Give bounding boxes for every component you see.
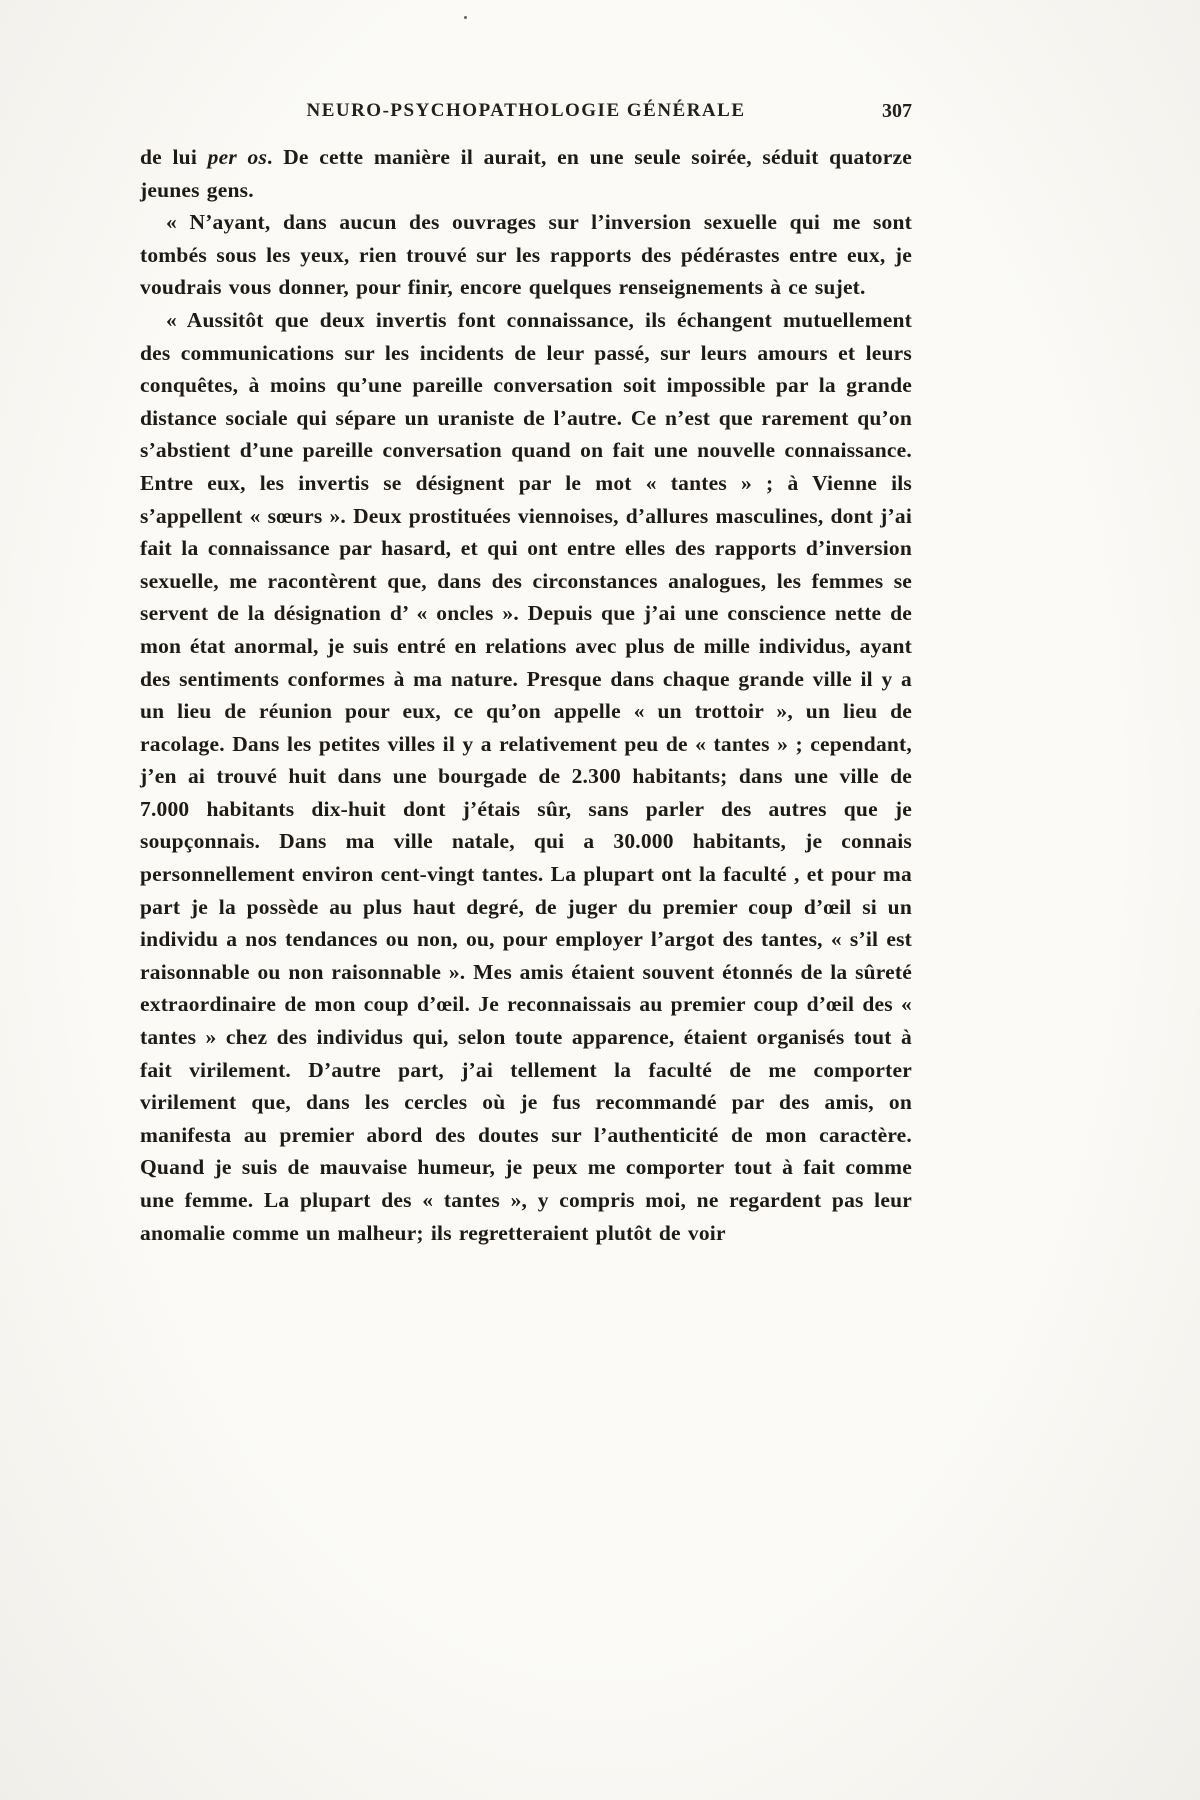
paragraph [140, 304, 912, 1249]
italic-text-run: per os [207, 145, 268, 169]
page-body [140, 141, 912, 1249]
text-run: de lui [140, 145, 208, 169]
text-run: « Aussitôt que deux invertis font connaissance, ils échangent mutuellement des communications sur les incidents de leur passé, sur leurs amours et leurs conquêtes, à moins qu’une pareille conversation soit impossible par la grande distance sociale qui sépare un uraniste de l’autre. Ce n’est que rarement qu’on s’abstient d’une pareille conversation quand on fait une nouvelle connaissance. Entre eux, les invertis se désignent par le mot « tantes » ; à Vienne ils s’appellent « sœurs ». Deux prostituées viennoises, d’allures masculines, dont j’ai fait la connaissance par hasard, et qui ont entre elles des rapports d’inversion sexuelle, me racontèrent que, dans des circonstances analogues, les femmes se servent de la désignation d’ « oncles ». Depuis que j’ai une conscience nette de mon état anormal, je suis entré en relations avec plus de mille individus, ayant des sentiments conformes à ma nature. Presque dans chaque grande ville il y a un lieu de réunion pour eux, ce qu’on appelle « un trottoir », un lieu de racolage. Dans les petites villes il y a relativement peu de « tantes » ; cependant, j’en ai trouvé huit dans une bourgade de 2.300 habitants; dans une ville de 7.000 habitants dix-huit dont j’étais sûr, sans parler des autres que je soupçonnais. Dans ma ville natale, qui a 30.000 habitants, je connais personnellement environ cent-vingt tantes. La plupart ont la faculté , et pour ma part je la possède au plus haut degré, de juger du premier coup d’œil si un individu a nos tendances ou non, ou, pour employer l’argot des tantes, « s’il est raisonnable ou non raisonnable ». Mes amis étaient souvent étonnés de la sûreté extraordinaire de mon coup d’œil. Je reconnaissais au premier coup d’œil des « tantes » chez des individus qui, selon toute apparence, étaient organisés tout à fait virilement. D’autre part, j’ai tellement la faculté de me comporter virilement que, dans les cercles où je fus recommandé par des amis, on manifesta au premier abord des doutes sur l’authenticité de mon caractère. Quand je suis de mauvaise humeur, je peux me comporter tout à fait comme une femme. La plupart des « tantes », y compris moi, ne regardent pas leur anomalie comme un malheur; ils regretteraient plutôt de voir [140, 307, 913, 1245]
scan-speck [464, 16, 467, 19]
running-header [140, 100, 912, 122]
paragraph [140, 141, 912, 206]
text-run: « N’ayant, dans aucun des ouvrages sur l’inversion sexuelle qui me sont tombés sous les yeux, rien trouvé sur les rapports des pédérastes entre eux, je voudrais vous donner, pour finir, encore quelques renseignements à ce sujet. [140, 210, 912, 300]
page-title: NEURO-PSYCHOPATHOLOGIE GÉNÉRALE [306, 100, 746, 121]
text-run: . De cette manière il aurait, en une seule soirée, séduit quatorze jeunes gens. [140, 145, 912, 202]
paragraph [140, 206, 912, 304]
page-number: 307 [882, 100, 912, 122]
